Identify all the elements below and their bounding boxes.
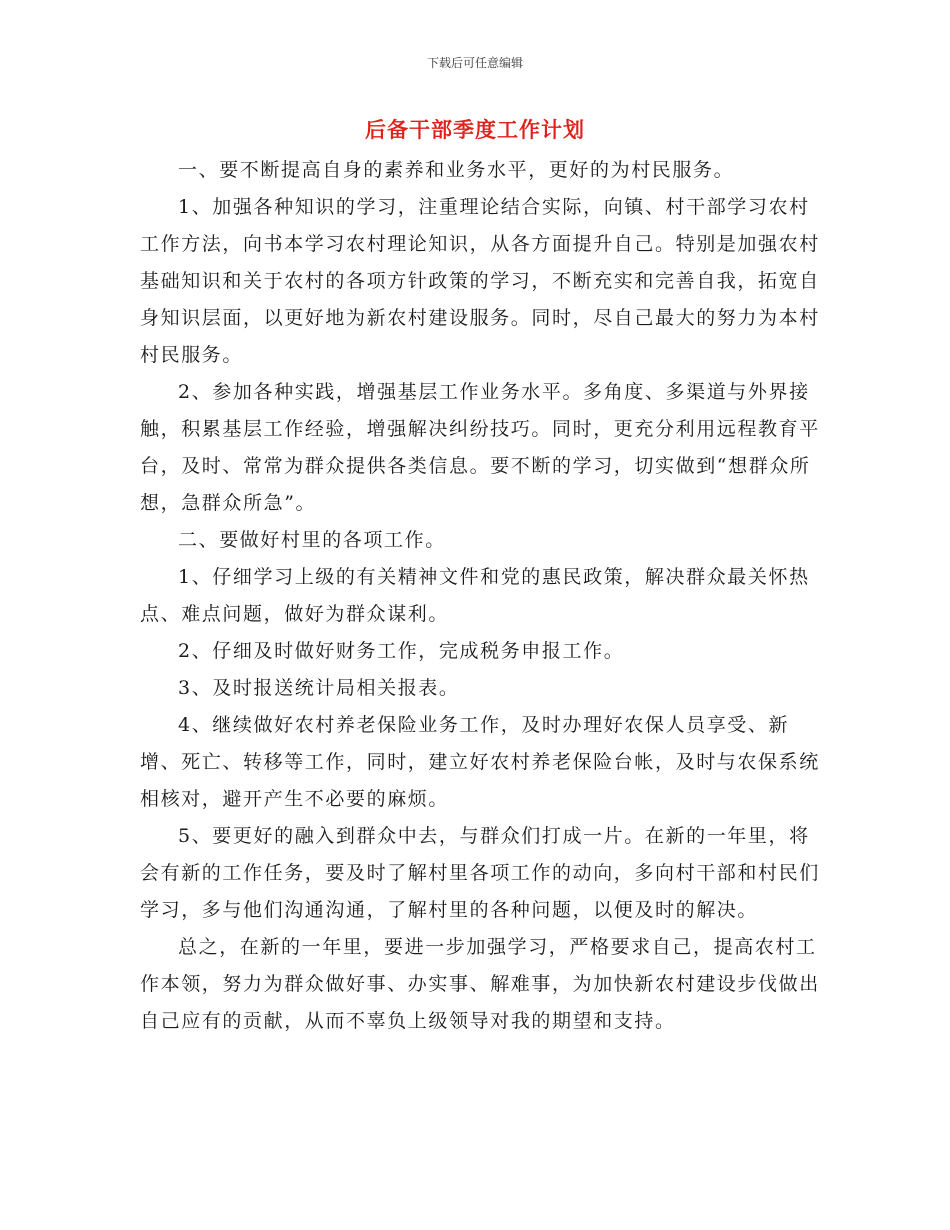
- document-body: [140, 152, 820, 1040]
- paragraph-1-2: 2、参加各种实践，增强基层工作业务水平。多角度、多渠道与外界接触，积累基层工作经验，增强解决纠纷技巧。同时，更充分利用远程教育平台，及时、常常为群众提供各类信息。要不断的学习，切实做到“想群众所想，急群众所急”。: [140, 381, 820, 514]
- paragraph-2-4: 4、继续做好农村养老保险业务工作，及时办理好农保人员享受、新增、死亡、转移等工作，同时，建立好农村养老保险台帐，及时与农保系统相核对，避开产生不必要的麻烦。: [140, 714, 820, 810]
- paragraph-2-1: 1、仔细学习上级的有关精神文件和党的惠民政策，解决群众最关怀热点、难点问题，做好为群众谋利。: [140, 566, 810, 625]
- header-note: 下载后可任意编辑: [426, 56, 523, 70]
- paragraph-section-2-heading: 二、要做好村里的各项工作。: [178, 529, 446, 551]
- paragraph-conclusion: 总之，在新的一年里，要进一步加强学习，严格要求自己，提高农村工作本领，努力为群众做好事、办实事、解难事，为加快新农村建设步伐做出自己应有的贡献，从而不辜负上级领导对我的期望和支持。: [140, 936, 820, 1032]
- paragraph-2-2: 2、仔细及时做好财务工作，完成税务申报工作。: [178, 640, 625, 662]
- paragraph-section-1-heading: 一、要不断提高自身的素养和业务水平，更好的为村民服务。: [178, 159, 735, 181]
- document-title: 后备干部季度工作计划: [365, 118, 585, 142]
- paragraph-2-5: 5、要更好的融入到群众中去，与群众们打成一片。在新的一年里，将会有新的工作任务，要及时了解村里各项工作的动向，多向村干部和村民们学习，多与他们沟通沟通，了解村里的各种问题，以便及时的解决。: [140, 825, 820, 921]
- paragraph-1-1: 1、加强各种知识的学习，注重理论结合实际，向镇、村干部学习农村工作方法，向书本学习农村理论知识，从各方面提升自己。特别是加强农村基础知识和关于农村的各项方针政策的学习，不断充实和完善自我，拓宽自身知识层面，以更好地为新农村建设服务。同时，尽自己最大的努力为本村村民服务。: [140, 196, 820, 366]
- paragraph-2-3: 3、及时报送统计局相关报表。: [178, 677, 460, 699]
